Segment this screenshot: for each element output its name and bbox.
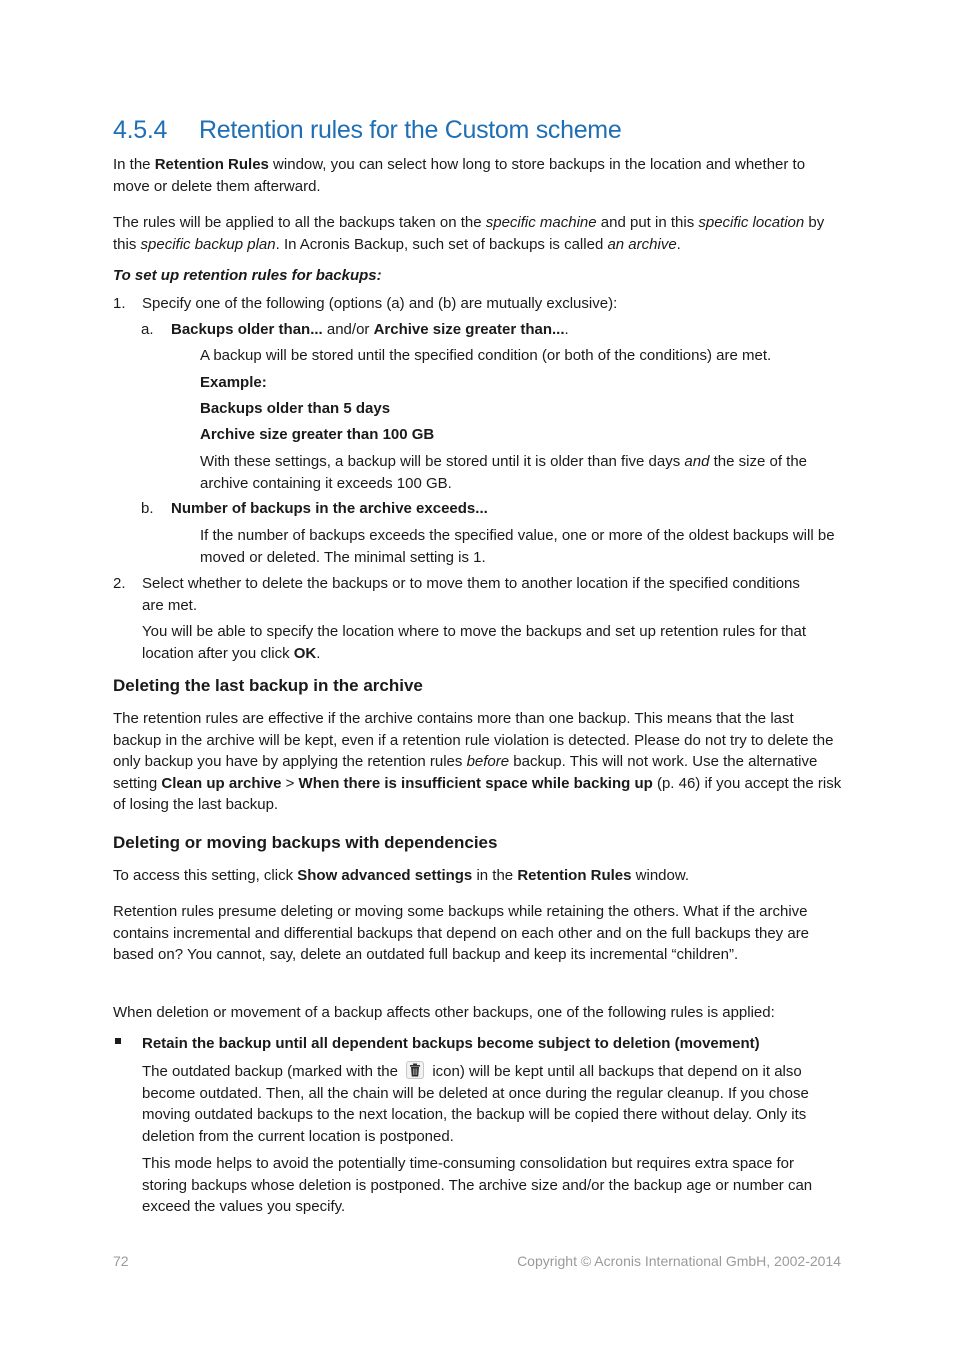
section-heading-dependencies: Deleting or moving backups with dependencies	[113, 833, 498, 852]
section-heading-last-backup: Deleting the last backup in the archive	[113, 676, 423, 695]
procedure-title: To set up retention rules for backups:	[113, 267, 382, 284]
option-b-title: Number of backups in the archive exceeds...	[171, 500, 488, 517]
option-b-letter: b.	[141, 500, 154, 517]
trash-icon	[406, 1061, 424, 1079]
page-title	[113, 115, 853, 145]
section-number: 4.5.4	[113, 116, 168, 144]
option-a-title: Backups older than... and/or Archive size greater than....	[171, 321, 569, 338]
example-2: Archive size greater than 100 GB	[200, 426, 435, 443]
dependencies-paragraph-1: To access this setting, click Show advanced settings in the Retention Rules window.	[113, 867, 690, 884]
option-a-note: With these settings, a backup will be stored until it is older than five days and the size of the archive containing it exceeds 100 GB.	[200, 453, 808, 492]
step-2-number: 2.	[113, 575, 126, 592]
dependencies-paragraph-2: Retention rules presume deleting or moving some backups while retaining the others. What if the archive contains incremental and differential backups that depend on each other and on the full backups they are based on? You cannot, say, delete an outdated full backup and keep its incremental “children”.	[113, 903, 810, 963]
section-last-backup-body: The retention rules are effective if the archive contains more than one backup. This means that the last backup in the archive will be kept, even if a retention rule violation is detected. Please do not try to delete the only backup you have by applying the retention rules before backup. This will not work. Use the alternative setting Clean up archive > When there is insufficient space while backing up (p. 46) if you accept the risk of losing the last backup.	[113, 710, 842, 813]
step-2-note: You will be able to specify the location where to move the backups and set up retention rules for that location after you click OK.	[142, 623, 807, 662]
step-1-text: Specify one of the following (options (a) and (b) are mutually exclusive):	[142, 295, 618, 312]
bullet-square-icon	[115, 1038, 121, 1044]
example-label: Example:	[200, 374, 267, 391]
bullet-paragraph-1: The outdated backup (marked with the icon) will be kept until all backups that depend on it also become outdated. Then, all the chain will be deleted at once during the regular cleanup. If you chose moving outdated backups to the next location, the backup will be copied there without delay. Only its deletion from the current location is postponed.	[142, 1063, 809, 1145]
bullet-paragraph-2: This mode helps to avoid the potentially time-consuming consolidation but requires extra space for storing backups whose deletion is postponed. The archive size and/or the backup age or number can exceed the values you specify.	[142, 1155, 813, 1215]
option-b-description: If the number of backups exceeds the specified value, one or more of the oldest backups will be moved or deleted. The minimal setting is 1.	[200, 527, 835, 566]
option-a-description: A backup will be stored until the specified condition (or both of the conditions) are met.	[200, 347, 772, 364]
option-a-letter: a.	[141, 321, 154, 338]
example-1: Backups older than 5 days	[200, 400, 391, 417]
step-1-number: 1.	[113, 295, 126, 312]
section-title: Retention rules for the Custom scheme	[199, 116, 622, 144]
copyright-notice: Copyright © Acronis International GmbH, 2002-2014	[517, 1253, 841, 1269]
bullet-title: Retain the backup until all dependent backups become subject to deletion (movement)	[142, 1035, 760, 1052]
dependencies-paragraph-3: When deletion or movement of a backup affects other backups, one of the following rules is applied:	[113, 1004, 775, 1021]
page-number: 72	[113, 1253, 129, 1269]
step-2-text: Select whether to delete the backups or to move them to another location if the specified conditions are met.	[142, 575, 800, 614]
intro-paragraph-1: In the Retention Rules window, you can select how long to store backups in the location and whether to move or delete them afterward.	[113, 156, 806, 195]
intro-paragraph-2: The rules will be applied to all the backups taken on the specific machine and put in this specific location by this specific backup plan. In Acronis Backup, such set of backups is called an archive.	[113, 214, 825, 253]
